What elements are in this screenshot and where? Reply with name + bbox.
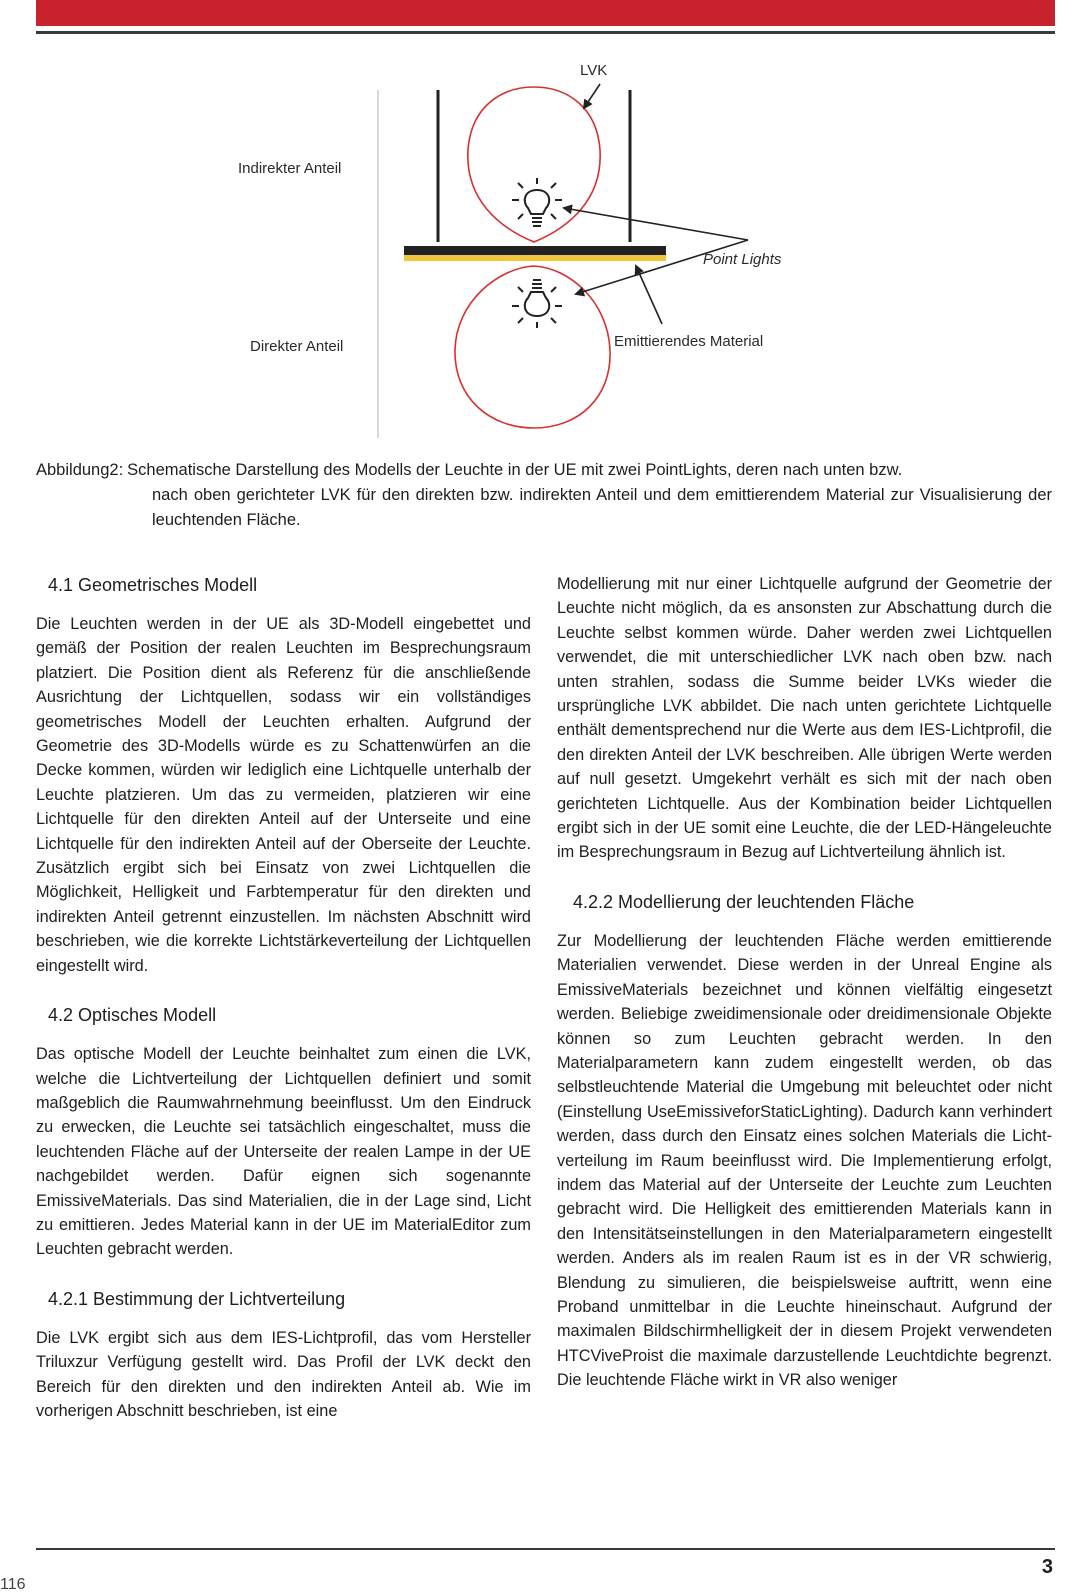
figure-caption <box>36 458 1052 533</box>
luminaire-body <box>404 246 666 255</box>
header-color-bar <box>36 0 1055 26</box>
lvk-arrow <box>584 84 600 108</box>
point-light-bulb-icon <box>512 178 562 226</box>
luminaire-emitting-surface <box>404 255 666 261</box>
point-lights-label: Point Lights <box>703 251 782 268</box>
section-heading-4-2: 4.2 Optisches Modell <box>48 1005 217 1026</box>
paragraph-4-1: Die Leuchten werden in der UE als 3D-Modell eingebettet und gemäß der Position der realen Leuchten im Besprechungsraum platziert. Die Position dient als Referenz für die anschließende Ausrichtung der Lichtquellen, sodass wir ein vollständiges geometrisches Modell der Leuchten erhalten. Aufgrund der Geometrie des 3D-Modells würde es zu Schattenwürfen an die Decke kommen, würden wir lediglich eine Lichtquelle unterhalb der Leuchte platzieren. Um das zu vermeiden, platzieren wir eine Lichtquelle für den direkten Anteil auf der Unterseite und eine Lichtquelle für den indirekten Anteil auf der Oberseite der Leuchte. Zusätzlich ergibt sich bei Einsatz von zwei Lichtquellen die Möglichkeit, Helligkeit und Farbtemperatur für den direkten und indirekten Anteil getrennt einzustellen. Im nächsten Abschnitt wird beschrieben, wie die korrekte Lichtstärkeverteilung der Lichtquellen eingestellt wird. <box>36 615 531 975</box>
footer-rule <box>36 1548 1055 1550</box>
section-heading-4-2-1: 4.2.1 Bestimmung der Lichtverteilung <box>48 1288 346 1309</box>
paragraph-4-2-1: Die LVK ergibt sich aus dem IES-Lichtprofil, das vom Hersteller Triluxzur Verfügung gestellt wird. Das Profil der LVK deckt den Bereich für den direkten und den indirekten Anteil ab. Wie im vorherigen Abschnitt beschrieben, ist eine <box>36 1328 531 1420</box>
paragraph-4-2: Das optische Modell der Leuchte beinhaltet zum einen die LVK, welche die Lichtverteilung der Lichtquellen definiert und somit maßgeblich die Raumwahrnehmung beeinflusst. Um den Eindruck zu erwecken, die Leuchte sei tatsächlich eingeschaltet, muss die leuchtenden Fläche auf der Unterseite der realen Lampe in der UE nachgebildet werden. Dafür eignen sich sogenannte EmissiveMaterials. Das sind Materialien, die in der Lage sind, Licht zu emittieren. Jedes Material kann in der UE im MaterialEditor zum Leuchten gebracht werden. <box>36 1045 531 1259</box>
emitting-material-arrow <box>636 266 662 324</box>
luminaire-schematic-figure <box>0 40 1075 460</box>
point-light-arrow-upper <box>564 208 748 240</box>
paragraph-4-2-2: Zur Modellierung der leuchtenden Fläche werden emittierende Materialien verwendet. Diese werden in der Unreal Engine als EmissiveMaterials bezeichnet und können vielfältig eingesetzt werden. Beliebige zweidimensionale oder dreidimensionale Objekte können so zum Leuchten gebracht werden. In den Materialparametern kann zudem eingestellt werden, ob das selbstleuchtende Material die Umgebung mit beleuchtet oder nicht (Einstellung UseEmissiveforStaticLighting). Dadurch kann verhindert werden, dass durch den Einsatz eines solchen Materials die Lichtverteilung im Raum beeinflusst wird. Die Implementierung erfolgt, indem das Material auf der Unterseite der Leuchte zum Leuchten gebracht wird. Die Helligkeit des emittierenden Materials kann in den Intensitätseinstellungen in den Materialparametern eingestellt werden. Anders als im realen Raum ist es in der VR schwierig, Blendung zu simulieren, die beispielsweise auftritt, wenn eine Proband unmittelbar in die Leuchte hineinschaut. Aufgrund der maximalen Bildschirmhelligkeit der in diesem Projekt verwendeten HTCViveProist die maximale darzustellende Leuchtdichte begrenzt. Die leuchtende Fläche wirkt in VR also weniger <box>557 931 1052 1390</box>
section-heading-4-2-2: 4.2.2 Modellierung der leuchtenden Fläche <box>573 891 915 912</box>
section-heading-4-1: 4.1 Geometrisches Modell <box>48 575 258 595</box>
caption-label: Abbildung2: <box>36 461 124 479</box>
left-column <box>36 572 531 1423</box>
emitting-material-label: Emittierendes Material <box>614 333 764 350</box>
paragraph-4-2-1-continued: Modellierung mit nur einer Lichtquelle aufgrund der Geometrie der Leuchte nicht möglich, da es ansonsten zur Abschattung durch die Leuchte selbst kommen würde. Daher werden zwei Lichtquellen verwendet, die mit unterschiedlicher LVK nach oben bzw. nach unten strahlen, sodass die Summe beider LVKs wieder die ursprüngliche LVK abbildet. Die nach unten gerichtete Lichtquelle enthält dementsprechend nur die Werte aus dem IES-Lichtprofil, die den direkten Anteil der LVK beschreiben. Alle übrigen Werte werden auf null gesetzt. Umgekehrt verhält es sich mit der nach oben gerichteten Lichtquelle. Aus der Kombination beider Lichtquellen ergibt sich in der UE somit eine Leuchte, die der LED-Hängeleuchte im Besprechungsraum in Bezug auf Lichtverteilung ähnlich ist. <box>557 575 1052 862</box>
page-number: 3 <box>1041 1556 1053 1578</box>
sheet-number: 116 <box>0 1576 26 1593</box>
direct-share-label: Direkter Anteil <box>250 338 344 355</box>
lvk-label: LVK <box>580 62 608 79</box>
point-light-bulb-icon <box>512 280 562 328</box>
indirect-share-label: Indirekter Anteil <box>238 160 342 177</box>
caption-continuation: nach oben gerichteter LVK für den direkten bzw. indirekten Anteil und dem emittierendem Material zur Visualisierung der leuchtenden Fläche. <box>152 486 1052 529</box>
right-column <box>557 572 1052 1393</box>
caption-first-line: Schematische Darstellung des Modells der Leuchte in der UE mit zwei PointLights, deren nach unten bzw. <box>127 461 903 479</box>
header-rule <box>36 31 1055 34</box>
